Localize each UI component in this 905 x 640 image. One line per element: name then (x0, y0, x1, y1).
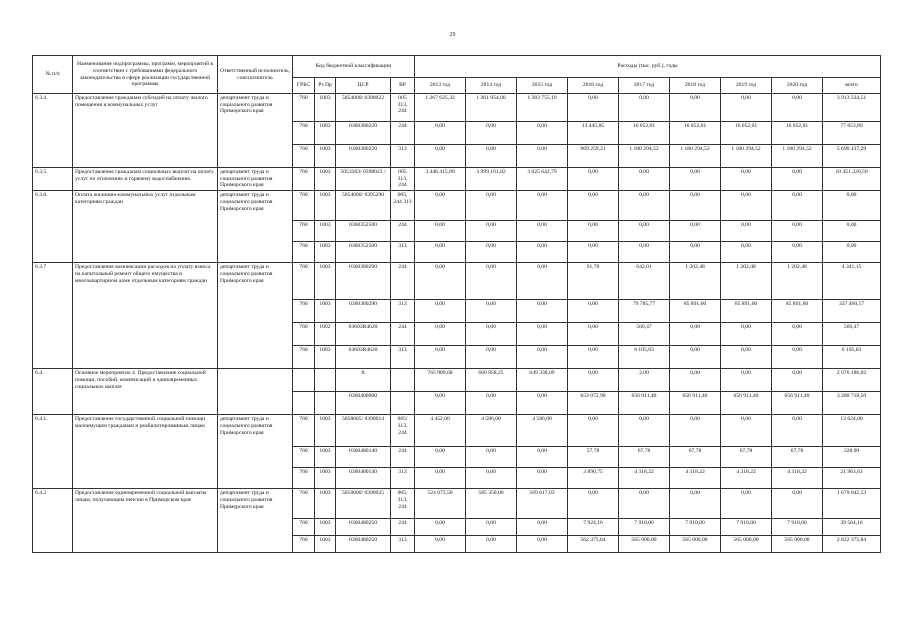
row-year-value: 0,00 (670, 191, 721, 221)
row-name: Предоставление гражданам субсидий на оплату жилого помещения и коммунальных услуг (73, 94, 218, 168)
row-total: 13 624,00 (823, 415, 881, 447)
row-year-value: 649 338,09 (517, 369, 568, 392)
row-grbs: 760 (293, 468, 315, 489)
row-year-value: 0,00 (517, 191, 568, 221)
row-csr: 0360380290 (336, 263, 391, 300)
row-year-value: 4 318,22 (772, 468, 823, 489)
row-vr: 005 313, 244 (391, 168, 415, 191)
row-year-value: 4 318,22 (721, 468, 772, 489)
row-rzpr: 1003 (315, 300, 336, 323)
row-year-value: 0,00 (466, 300, 517, 323)
row-year-value: 85 891,60 (670, 300, 721, 323)
row-year-value: 0,00 (466, 221, 517, 242)
row-year-value: 0,00 (721, 94, 772, 122)
table-row (33, 191, 881, 221)
row-csr: 03603R4620 (336, 346, 391, 369)
row-year-value: 1 383 755,19 (517, 94, 568, 122)
row-rzpr: 1003 (315, 346, 336, 369)
row-year-value: 0,00 (568, 191, 619, 221)
row-year-value: 0,00 (670, 369, 721, 392)
row-year-value: 0,00 (466, 191, 517, 221)
row-year-value: 585 350,00 (466, 489, 517, 519)
row-year-value: 565 000,00 (670, 536, 721, 553)
row-year-value: 4 586,00 (466, 415, 517, 447)
row-year-value: 642,01 (619, 263, 670, 300)
row-year-value: 16 052,01 (772, 122, 823, 145)
row-year-value: 0,00 (517, 323, 568, 346)
row-grbs: 760 (293, 94, 315, 122)
table-row (33, 369, 881, 392)
row-total: 560,47 (823, 323, 881, 346)
row-total: 5 690 437,29 (823, 145, 881, 168)
row-year-value: 0,00 (517, 346, 568, 369)
row-num: 6.4.2 (33, 489, 73, 553)
row-year-value: 0,00 (568, 415, 619, 447)
header-total: всего (823, 78, 881, 94)
row-year-value: 660 858,25 (466, 369, 517, 392)
row-vr: 313 (391, 300, 415, 323)
row-vr: 244 (391, 447, 415, 468)
row-year-value: 7 910,00 (721, 519, 772, 536)
row-vr: 244 (391, 122, 415, 145)
row-year-value: 0,00 (619, 242, 670, 263)
header-expenses: Расходы (тыс. руб.), годы (415, 56, 881, 78)
row-year-value: 565 000,00 (772, 536, 823, 553)
table-row (33, 263, 881, 300)
row-rzpr: 1002 (315, 323, 336, 346)
row-total: 6 105,83 (823, 346, 881, 369)
row-year-value: 0,00 (670, 346, 721, 369)
row-year-value: 0,00 (517, 221, 568, 242)
row-year-value: 67,78 (772, 447, 823, 468)
row-year-value: 0,00 (568, 242, 619, 263)
row-year-value: 0,00 (670, 94, 721, 122)
row-vr: 313 (391, 468, 415, 489)
row-year-value: 0,00 (466, 346, 517, 369)
row-year-value: 85 891,60 (772, 300, 823, 323)
row-grbs: 760 (293, 168, 315, 191)
row-grbs: 760 (293, 242, 315, 263)
row-year-value: 79 785,77 (619, 300, 670, 323)
row-year-value: 0,00 (772, 489, 823, 519)
row-rzpr: 1003 (315, 415, 336, 447)
row-csr: 5054600/ 0395290 (336, 191, 391, 221)
row-year-value: 0,00 (415, 536, 466, 553)
row-year-value: 0,00 (670, 242, 721, 263)
row-total: 77 653,89 (823, 122, 881, 145)
row-year-value: 524 075,50 (415, 489, 466, 519)
row-rzpr (315, 369, 336, 392)
row-vr: 244 (391, 519, 415, 536)
row-year-value: 0,00 (466, 323, 517, 346)
row-csr: 5058600/ 0398025 (336, 489, 391, 519)
row-year-value: 0,00 (415, 191, 466, 221)
header-csr: ЦСР (336, 78, 391, 94)
row-num: 6.4. (33, 369, 73, 415)
row-year-value: 1 261 954,00 (466, 94, 517, 122)
row-grbs: 760 (293, 536, 315, 553)
row-year-value: 0,00 (721, 221, 772, 242)
row-year-value: 0,00 (772, 221, 823, 242)
row-csr: 0360352500 (336, 242, 391, 263)
row-year-value: 0,00 (772, 191, 823, 221)
row-year-value: 569 617,03 (517, 489, 568, 519)
row-year-value: 0,00 (466, 242, 517, 263)
row-year-value: 0,00 (466, 263, 517, 300)
row-year-value: 0,00 (568, 168, 619, 191)
row-vr: 005 313, 244 (391, 94, 415, 122)
row-year-value: 0,00 (517, 536, 568, 553)
row-year-value: 0,00 (568, 221, 619, 242)
row-num: 6.3.5. (33, 168, 73, 191)
header-year: 2017 год (619, 78, 670, 94)
row-year-value: 656 911,40 (670, 392, 721, 415)
row-grbs: 760 (293, 263, 315, 300)
header-executor: Ответственный исполнитель, соисполнитель (218, 56, 293, 94)
row-year-value: 3 890,75 (568, 468, 619, 489)
row-year-value: 0,00 (619, 221, 670, 242)
header-year: 2014 год (466, 78, 517, 94)
row-grbs: 760 (293, 221, 315, 242)
row-year-value: 67,78 (670, 447, 721, 468)
row-year-value: 57,78 (568, 447, 619, 468)
header-year: 2020 год (772, 78, 823, 94)
row-csr: 03603R4620 (336, 323, 391, 346)
row-csr: 0360480250 (336, 536, 391, 553)
row-year-value: 0,00 (517, 242, 568, 263)
row-year-value: 67,78 (721, 447, 772, 468)
header-rzpr: Рз Пр (315, 78, 336, 94)
row-rzpr: 1003 (315, 242, 336, 263)
row-vr: 244 (391, 323, 415, 346)
row-year-value: 0,00 (619, 168, 670, 191)
row-year-value: 656 911,40 (772, 392, 823, 415)
row-executor: департамент труда и социального развития Приморского края (218, 94, 293, 168)
row-year-value: 0,00 (415, 145, 466, 168)
row-year-value: 0,00 (619, 489, 670, 519)
row-year-value: 0,00 (415, 519, 466, 536)
row-year-value: 1 180 294,52 (619, 145, 670, 168)
row-year-value: 0,00 (568, 300, 619, 323)
row-csr: 5053303/ 0398023 / (336, 168, 391, 191)
row-grbs (293, 369, 315, 392)
row-rzpr: 1003 (315, 122, 336, 145)
row-year-value: 0,00 (415, 300, 466, 323)
row-grbs: 760 (293, 300, 315, 323)
row-year-value: 0,00 (670, 323, 721, 346)
row-year-value: 0,00 (721, 415, 772, 447)
header-year: 2015 год (517, 78, 568, 94)
row-year-value: 4 452,00 (415, 415, 466, 447)
row-total: 0,00 (823, 191, 881, 221)
row-year-value: 0,00 (466, 122, 517, 145)
row-grbs: 760 (293, 346, 315, 369)
budget-table (32, 55, 881, 553)
row-year-value: 0,00 (568, 323, 619, 346)
header-row-1 (33, 56, 881, 78)
row-csr: 0360400000 (336, 392, 391, 415)
row-year-value: 0,00 (517, 122, 568, 145)
row-total: 328,90 (823, 447, 881, 468)
row-grbs: 760 (293, 519, 315, 536)
row-year-value: 7 924,16 (568, 519, 619, 536)
page-number: 29 (449, 32, 456, 38)
row-year-value: 1 202,48 (670, 263, 721, 300)
row-year-value: 0,00 (415, 221, 466, 242)
row-year-value: 653 072,90 (568, 392, 619, 415)
row-executor: департамент труда и социального развития Приморского края (218, 415, 293, 489)
row-year-value: 0,00 (415, 468, 466, 489)
row-year-value: 0,00 (721, 369, 772, 392)
row-total: 2 822 375,84 (823, 536, 881, 553)
row-name: Предоставление компенсации расходов на уплату взноса на капитальный ремонт общего имущества в многоквартирном доме отдельным категориям граждан (73, 263, 218, 369)
row-year-value: 0,00 (772, 415, 823, 447)
row-year-value: 0,00 (772, 346, 823, 369)
row-csr: 0360380290 (336, 300, 391, 323)
row-vr: 313 (391, 242, 415, 263)
row-year-value: 0,00 (466, 447, 517, 468)
row-executor: департамент труда и социального развития Приморского края (218, 168, 293, 191)
row-vr: 244 (391, 263, 415, 300)
table-row (33, 415, 881, 447)
row-year-value: 765 989,68 (415, 369, 466, 392)
row-csr: 0360380220 (336, 145, 391, 168)
row-year-value: 1 180 294,52 (721, 145, 772, 168)
table-row (33, 489, 881, 519)
row-vr: 005/ 313, 244 (391, 415, 415, 447)
row-executor: департамент труда и социального развития Приморского края (218, 191, 293, 263)
row-rzpr (315, 392, 336, 415)
row-grbs: 760 (293, 191, 315, 221)
row-year-value: 85 891,60 (721, 300, 772, 323)
row-csr: 5058605/ 0398014 (336, 415, 391, 447)
row-year-value: 1 202,48 (721, 263, 772, 300)
row-year-value: 3 999 161,82 (466, 168, 517, 191)
row-total: 0,00 (823, 221, 881, 242)
row-year-value: 0,00 (415, 323, 466, 346)
row-csr: 0360480140 (336, 468, 391, 489)
row-name: Предоставление государственной социальной помощи малоимущим гражданам и реабилитированным лицам (73, 415, 218, 489)
row-csr: 0360380220 (336, 122, 391, 145)
row-year-value: 0,00 (670, 168, 721, 191)
row-grbs: 760 (293, 323, 315, 346)
row-num: 6.3.4. (33, 94, 73, 168)
row-year-value: 7 910,00 (772, 519, 823, 536)
row-year-value: 4 586,00 (517, 415, 568, 447)
header-year: 2013 год (415, 78, 466, 94)
row-rzpr: 1003 (315, 536, 336, 553)
row-year-value: 0,00 (721, 346, 772, 369)
row-total: 10 451 220,50 (823, 168, 881, 191)
row-year-value: 0,00 (670, 415, 721, 447)
row-executor: департамент труда и социального развития Приморского края (218, 263, 293, 369)
row-grbs: 760 (293, 145, 315, 168)
row-total: 4 341,15 (823, 263, 881, 300)
row-total: 2 076 186,02 (823, 369, 881, 392)
row-year-value: 0,00 (466, 468, 517, 489)
row-year-value: 0,00 (415, 447, 466, 468)
row-num: 6.3.7 (33, 263, 73, 369)
row-csr: Х (336, 369, 391, 392)
row-year-value: 0,00 (568, 94, 619, 122)
row-year-value: 3 025 642,79 (517, 168, 568, 191)
header-grbs: ГРБС (293, 78, 315, 94)
row-vr (391, 392, 415, 415)
row-vr: 244 (391, 221, 415, 242)
row-year-value: 0,00 (466, 536, 517, 553)
row-year-value: 1 180 294,52 (670, 145, 721, 168)
row-grbs: 760 (293, 415, 315, 447)
row-year-value: 0,00 (721, 168, 772, 191)
row-total: 3 280 718,50 (823, 392, 881, 415)
row-year-value: 0,00 (721, 489, 772, 519)
row-year-value: 2,00 (619, 369, 670, 392)
row-name: Основное мероприятие 4. Предоставление социальной помощи, пособий, компенсаций и единовременных социальных выплат (73, 369, 218, 415)
row-year-value: 656 911,40 (721, 392, 772, 415)
row-year-value: 0,00 (568, 346, 619, 369)
row-vr: 313 (391, 536, 415, 553)
row-year-value: 0,00 (772, 323, 823, 346)
row-vr (391, 369, 415, 392)
row-vr: 005, 313, 244 (391, 489, 415, 519)
row-year-value: 0,00 (517, 145, 568, 168)
row-csr: 0360480140 (336, 447, 391, 468)
row-year-value: 16 052,01 (721, 122, 772, 145)
row-vr: 313 (391, 346, 415, 369)
row-csr: 5054800/ 0398022 (336, 94, 391, 122)
header-num: № п/п (33, 56, 73, 94)
row-total: 337 460,57 (823, 300, 881, 323)
row-year-value: 656 911,40 (619, 392, 670, 415)
row-year-value: 0,00 (517, 300, 568, 323)
row-year-value: 0,00 (415, 122, 466, 145)
row-year-value: 4 318,22 (619, 468, 670, 489)
row-year-value: 0,00 (517, 468, 568, 489)
row-csr: 0360352500 (336, 221, 391, 242)
row-num: 6.4.1. (33, 415, 73, 489)
row-year-value: 0,00 (772, 94, 823, 122)
row-year-value: 0,00 (670, 489, 721, 519)
row-year-value: 1 267 625,32 (415, 94, 466, 122)
row-csr: 0360480250 (336, 519, 391, 536)
row-rzpr: 1003 (315, 263, 336, 300)
row-year-value: 4 318,22 (670, 468, 721, 489)
row-year-value: 562 375,84 (568, 536, 619, 553)
row-year-value: 0,00 (721, 242, 772, 263)
row-total: 3 913 334,51 (823, 94, 881, 122)
row-vr: 313 (391, 145, 415, 168)
row-name: Предоставление единовременной социальной выплаты лицам, получающим пенсию в Приморском крае (73, 489, 218, 553)
row-rzpr: 1003 (315, 447, 336, 468)
row-year-value: 0,00 (517, 263, 568, 300)
header-vr: ВР (391, 78, 415, 94)
row-grbs (293, 392, 315, 415)
header-year: 2016 год (568, 78, 619, 94)
row-grbs: 760 (293, 122, 315, 145)
row-year-value: 0,00 (517, 447, 568, 468)
row-rzpr: 1003 (315, 221, 336, 242)
row-year-value: 0,00 (517, 392, 568, 415)
row-executor: департамент труда и социального развития Приморского края (218, 489, 293, 553)
row-vr: 005, 244 313 (391, 191, 415, 221)
row-year-value: 0,00 (619, 415, 670, 447)
row-year-value: 0,00 (772, 242, 823, 263)
row-year-value: 0,00 (772, 369, 823, 392)
row-name: Предоставление гражданам социальных выплат на оплату услуг по отоплению и горячему водоснабжению (73, 168, 218, 191)
row-year-value: 13 445,85 (568, 122, 619, 145)
row-rzpr: 1003 (315, 191, 336, 221)
row-year-value: 3 446 415,89 (415, 168, 466, 191)
header-year: 2018 год (670, 78, 721, 94)
row-year-value: 0,00 (415, 392, 466, 415)
row-year-value: 91,70 (568, 263, 619, 300)
row-num: 6.3.6. (33, 191, 73, 263)
row-year-value: 0,00 (517, 519, 568, 536)
row-year-value: 0,00 (568, 489, 619, 519)
row-total: 21 963,63 (823, 468, 881, 489)
header-year: 2019 год (721, 78, 772, 94)
row-rzpr: 1003 (315, 468, 336, 489)
row-rzpr: 1003 (315, 168, 336, 191)
header-budget-code: Код бюджетной классификации (293, 56, 415, 78)
row-year-value: 0,00 (721, 191, 772, 221)
row-total: 0,00 (823, 242, 881, 263)
row-year-value: 0,00 (670, 221, 721, 242)
row-rzpr: 1003 (315, 94, 336, 122)
row-year-value: 7 910,00 (619, 519, 670, 536)
row-name: Оплата жилищно-коммунальных услуг отдельным категориям граждан (73, 191, 218, 263)
header-name: Наименование подпрограммы, программ, мероприятий в соответствии с требованиями федерального законодательства в сфере реализации государственной программы (73, 56, 218, 94)
table-row (33, 94, 881, 122)
row-grbs: 760 (293, 489, 315, 519)
row-total: 39 564,16 (823, 519, 881, 536)
row-year-value: 565 000,00 (619, 536, 670, 553)
table-row (33, 168, 881, 191)
row-year-value: 0,00 (415, 242, 466, 263)
row-year-value: 0,00 (415, 346, 466, 369)
row-year-value: 0,00 (619, 94, 670, 122)
row-year-value: 1 202,48 (772, 263, 823, 300)
row-year-value: 0,00 (466, 392, 517, 415)
row-year-value: 969 259,21 (568, 145, 619, 168)
row-executor (218, 369, 293, 415)
row-year-value: 16 052,01 (619, 122, 670, 145)
row-year-value: 0,00 (619, 191, 670, 221)
row-year-value: 0,00 (721, 323, 772, 346)
row-rzpr: 1003 (315, 489, 336, 519)
row-year-value: 0,00 (415, 263, 466, 300)
row-rzpr: 1003 (315, 145, 336, 168)
row-year-value: 67,78 (619, 447, 670, 468)
row-rzpr: 1003 (315, 519, 336, 536)
row-grbs: 760 (293, 447, 315, 468)
row-year-value: 0,00 (466, 519, 517, 536)
row-year-value: 565 000,00 (721, 536, 772, 553)
row-year-value: 560,47 (619, 323, 670, 346)
row-year-value: 0,00 (466, 145, 517, 168)
row-year-value: 0,00 (568, 369, 619, 392)
row-year-value: 6 105,83 (619, 346, 670, 369)
row-year-value: 0,00 (772, 168, 823, 191)
row-year-value: 1 180 294,52 (772, 145, 823, 168)
row-year-value: 7 910,00 (670, 519, 721, 536)
row-year-value: 16 052,01 (670, 122, 721, 145)
row-total: 1 679 042,53 (823, 489, 881, 519)
